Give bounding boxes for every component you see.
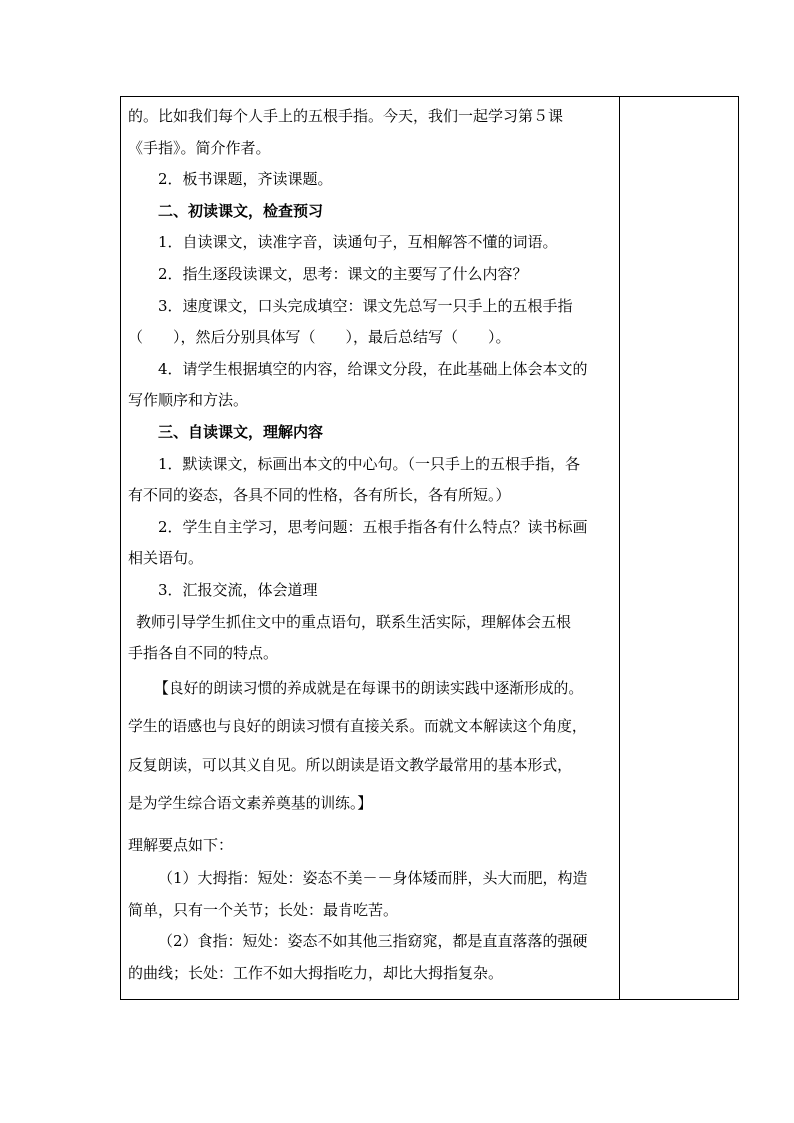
commentary-line: 反复朗读，可以其义自见。所以朗读是语文教学最常用的基本形式， — [128, 756, 572, 774]
text-line: 4．请学生根据填空的内容，给课文分段，在此基础上体会本文的 — [158, 359, 588, 378]
text-line: 3．速度课文，口头完成填空：课文先总写一只手上的五根手指 — [158, 296, 573, 315]
text-line: 2．指生逐段读课文，思考：课文的主要写了什么内容？ — [158, 264, 528, 283]
text-line: 1．自读课文，读准字音，读通句子，互相解答不懂的词语。 — [158, 233, 558, 252]
text-line: 2．板书课题，齐读课题。 — [158, 170, 333, 189]
text-line: 手指各自不同的特点。 — [128, 644, 279, 663]
table-row — [121, 97, 739, 1000]
text-line: （ ），然后分别具体写（ ），最后总结写（ ）。 — [128, 328, 511, 347]
notes-cell — [620, 97, 739, 1000]
text-line: 《手指》。简介作者。 — [128, 138, 271, 157]
text-line: 简单，只有一个关节；长处：最肯吃苦。 — [128, 900, 399, 919]
text-line: 2．学生自主学习，思考问题：五根手指各有什么特点？读书标画 — [158, 517, 588, 536]
text-line: 有不同的姿态，各具不同的性格，各有所长，各有所短。） — [128, 486, 511, 505]
text-line: 教师引导学生抓住文中的重点语句，联系生活实际，理解体会五根 — [136, 612, 572, 631]
text-line: 的。比如我们每个人手上的五根手指。今天，我们一起学习第５课 — [128, 107, 564, 125]
commentary-line: 是为学生综合语文素养奠基的训练。】 — [128, 795, 373, 813]
content-cell — [121, 97, 620, 1000]
text-line: 1．默读课文，标画出本文的中心句。（一只手上的五根手指，各 — [158, 454, 581, 473]
text-line: 写作顺序和方法。 — [128, 391, 249, 410]
text-line: 相关语句。 — [128, 549, 204, 568]
commentary-line: 学生的语感也与良好的朗读习惯有直接关系。而就文本解读这个角度， — [128, 718, 587, 736]
lesson-plan-table — [120, 96, 739, 1000]
commentary-line: 【良好的朗读习惯的养成就是在每课书的朗读实践中逐渐形成的。 — [154, 679, 584, 697]
text-line: （2）食指：短处：姿态不如其他三指窈窕，都是直直落落的强硬 — [158, 932, 588, 951]
text-line: 的曲线；长处：工作不如大拇指吃力，却比大拇指复杂。 — [128, 964, 504, 983]
section-heading: 二、初读课文，检查预习 — [158, 201, 324, 220]
text-line: （1）大拇指：短处：姿态不美－－身体矮而胖，头大而肥，构造 — [158, 869, 588, 888]
text-line: 理解要点如下： — [128, 835, 234, 854]
text-line: 3．汇报交流，体会道理 — [158, 580, 318, 599]
lesson-content — [121, 97, 619, 990]
section-heading: 三、自读课文，理解内容 — [158, 422, 324, 441]
